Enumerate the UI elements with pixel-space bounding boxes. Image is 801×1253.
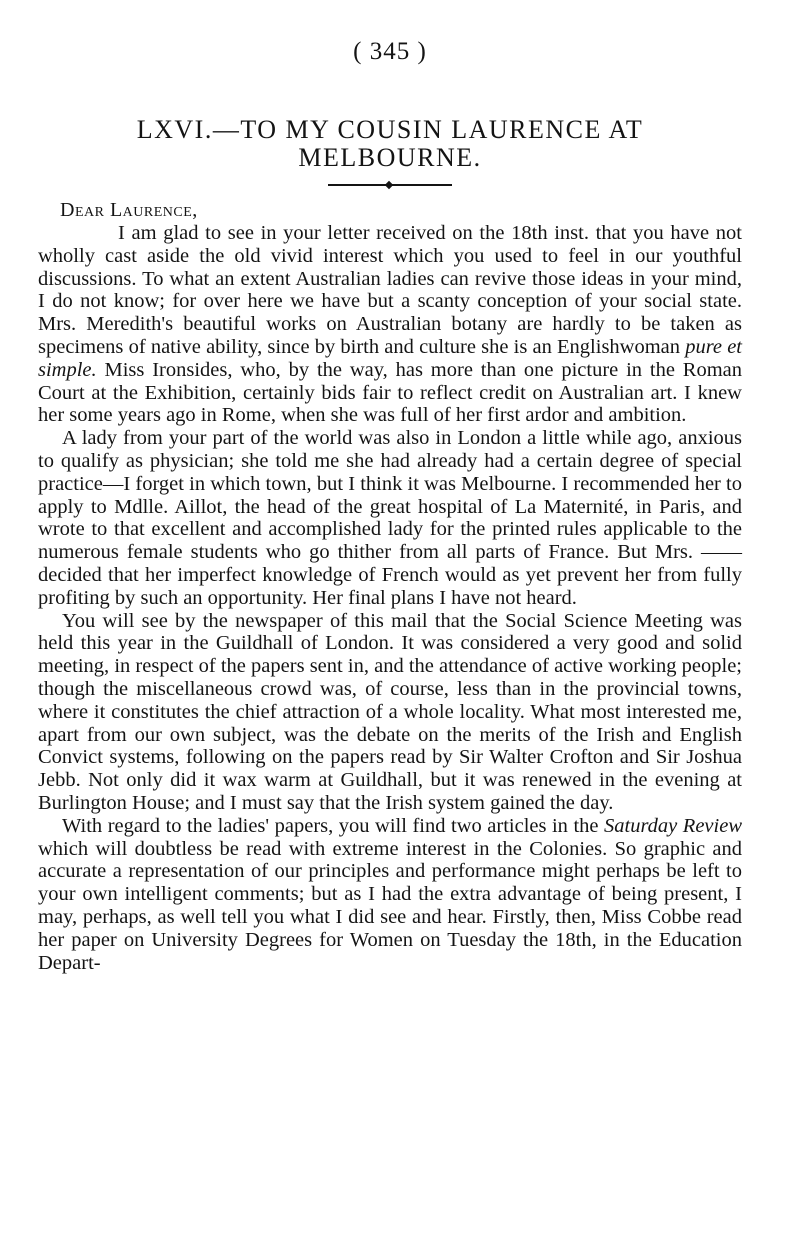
ornament-rule [328, 180, 452, 190]
book-page [38, 38, 742, 974]
chapter-title-line-2: MELBOURNE. [298, 143, 482, 172]
chapter-title-line-1: LXVI.—TO MY COUSIN LAURENCE AT [136, 115, 644, 144]
paragraph-4-italic: Saturday Review [604, 814, 742, 837]
paragraph-2: A lady from your part of the world was also in London a little while ago, anxious to qualify as physician; she told me she had already had a certain degree of special practice—I forget in which town, but I think it was Melbourne. I recommended her to apply to Mdlle. Aillot, the head of the great hospital of La Maternité, in Paris, and wrote to that excellent and accomplished lady for the printed rules applicable to the numerous female students who go thither from all parts of France. But Mrs. —— decided that her imperfect knowledge of French would as yet prevent her from fully profiting by such an opportunity. Her final plans I have not heard. [38, 427, 742, 609]
paragraph-1-italic: pure et simple. [38, 335, 742, 381]
diamond-ornament-icon [385, 180, 393, 188]
paragraph-4-text-a: With regard to the ladies' papers, you will find two articles in the [62, 814, 605, 837]
letter-salutation: Dear Laurence, [60, 199, 198, 221]
paragraph-1-text-a: I am glad to see in your letter received on the 18th inst. that you have not wholly cast aside the old vivid interest which you used to feel in our youthful discussions. To what an extent Australian ladies can revive those ideas in your mind, I do not know; for over here we have but a scanty conception of your social state. Mrs. Meredith's beautiful works on Australian botany are hardly to be taken as specimens of native ability, since by birth and culture she is an Englishwoman [38, 222, 742, 358]
page-number: ( 345 ) [353, 38, 427, 65]
paragraph-1-text-c: Miss Ironsides, who, by the way, has more than one picture in the Roman Court at the Exhibition, certainly bids fair to reflect credit on Australian art. I knew her some years ago in Rome, when she was full of her first ardor and ambition. [38, 358, 742, 427]
paragraph-3: You will see by the newspaper of this mail that the Social Science Meeting was held this year in the Guildhall of London. It was considered a very good and solid meeting, in respect of the papers sent in, and the attendance of active working people; though the miscellaneous crowd was, of course, less than in the provincial towns, where it constitutes the chief attraction of a whole locality. What most interested me, apart from our own subject, was the debate on the merits of the Irish and English Convict systems, following on the papers read by Sir Walter Crofton and Sir Joshua Jebb. Not only did it wax warm at Guildhall, but it was renewed in the evening at Burlington House; and I must say that the Irish system gained the day. [38, 609, 742, 814]
paragraph-4-text-c: which will doubtless be read with extreme interest in the Colonies. So graphic and accurate a representation of our principles and performance might perhaps be left to your own intelligent comments; but as I had the extra advantage of being present, I may, perhaps, as well tell you what I did see and hear. Firstly, then, Miss Cobbe read her paper on University Degrees for Women on Tuesday the 18th, in the Education Depart- [38, 837, 742, 974]
chapter-title [38, 116, 742, 172]
letter-body [38, 222, 742, 974]
paragraph-4 [38, 815, 742, 975]
paragraph-1 [38, 222, 742, 427]
